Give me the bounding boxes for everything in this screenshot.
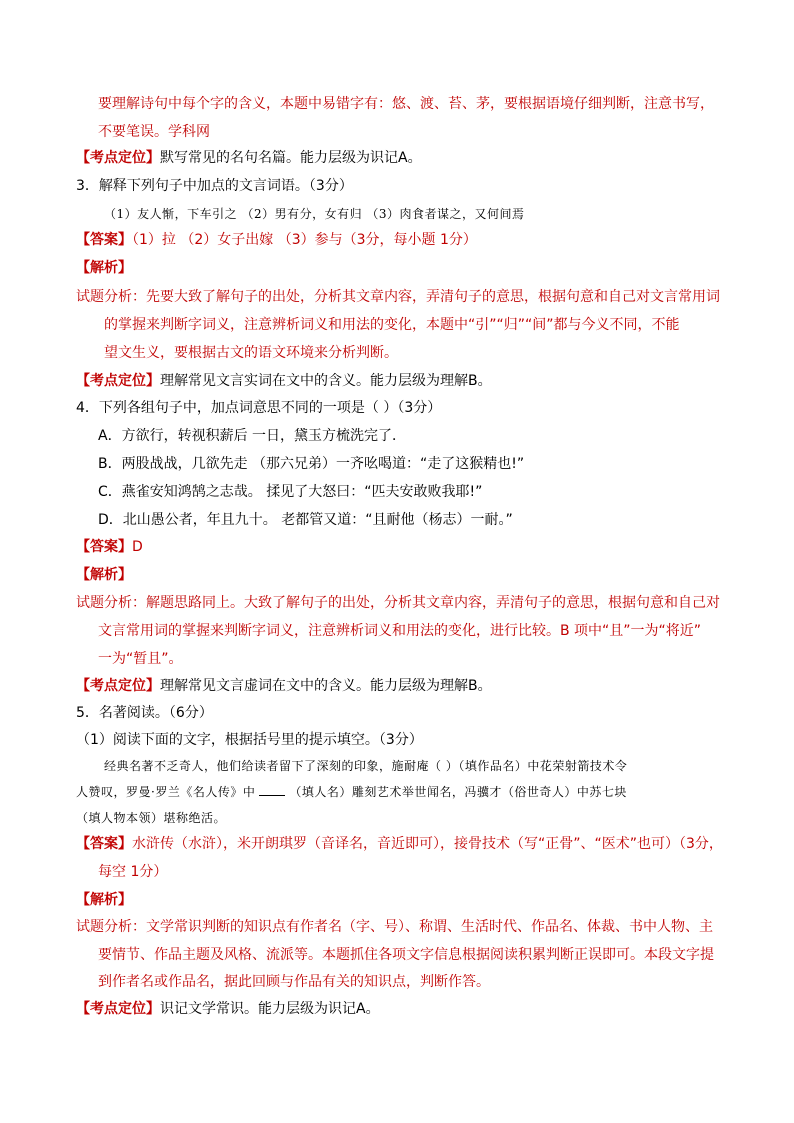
q5-analysis-line-2: 要情节、作品主题及风格、流派等。本题抓住各项文字信息根据阅读积累判断正误即可。本段文字提 — [98, 947, 714, 963]
q3-stem: 3．解释下列句子中加点的文言词语。（3分） — [76, 178, 353, 194]
q5-key-point — [76, 999, 380, 1019]
q3-analysis-tag: 【解析】 — [76, 260, 132, 276]
q5-analysis-line-1: 试题分析：文学常识判断的知识点有作者名（字、号）、称谓、生活时代、作品名、体裁、书中人物、主 — [76, 919, 713, 935]
q4-analysis-line-1: 试题分析：解题思路同上。大致了解句子的出处，分析其文章内容，弄清句子的意思，根据句意和自己对 — [76, 595, 720, 611]
key-point-text: 默写常见的名句名篇。能力层级为识记A。 — [160, 150, 422, 166]
key-point-tag: 【考点定位】 — [76, 373, 160, 389]
q4-option-c: C．燕雀安知鸿鹄之志哉。 揉见了大怒曰：“匹夫安敢败我耶!” — [98, 484, 483, 500]
q5-passage-line-3: （填人物本领）堪称绝活。 — [76, 811, 227, 825]
q5-stem: 5．名著阅读。（6分） — [76, 705, 213, 721]
q4-analysis-tag: 【解析】 — [76, 567, 132, 583]
key-point-tag: 【考点定位】 — [76, 1001, 160, 1017]
key-point-text: 理解常见文言虚词在文中的含义。能力层级为理解B。 — [160, 678, 492, 694]
q4-analysis-line-2: 文言常用词的掌握来判断字词义，注意辨析词义和用法的变化，进行比较。B 项中“且”一为“将近” — [98, 623, 702, 639]
top-note-line-2: 不要笔误。学科网 — [98, 124, 210, 140]
q4-key-point — [76, 676, 492, 696]
key-point-tag: 【考点定位】 — [76, 150, 160, 166]
q5-analysis-line-3: 到作者名或作品名，据此回顾与作品有关的知识点，判断作答。 — [98, 974, 490, 990]
top-note-line-1: 要理解诗句中每个字的含义，本题中易错字有：悠、渡、苔、茅，要根据语境仔细判断，注意书写， — [98, 96, 714, 112]
q5-passage-line-2 — [76, 782, 627, 802]
q4-stem: 4．下列各组句子中，加点词意思不同的一项是（ ）（3分） — [76, 400, 442, 416]
q3-key-point — [76, 371, 492, 391]
q3-answer — [76, 230, 477, 250]
q4-option-b: B．两股战战，几欲先走 （那六兄弟）一齐吆喝道：“走了这猴精也!” — [98, 456, 525, 472]
answer-text: （1）拉 （2）女子出嫁 （3）参与（3分，每小题 1分） — [132, 232, 477, 248]
q4-option-a: A．方欲行，转视积薪后 一日，黛玉方梳洗完了． — [98, 428, 407, 444]
q4-analysis-line-3: 一为“暂且”。 — [98, 651, 183, 667]
q5-answer — [76, 834, 723, 854]
key-point-text: 理解常见文言实词在文中的含义。能力层级为理解B。 — [160, 373, 492, 389]
passage-text: （填人名）雕刻艺术举世闻名，冯骥才（俗世奇人）中苏七块 — [289, 785, 627, 799]
q3-analysis-line-2: 的掌握来判断字词义，注意辨析词义和用法的变化，本题中“引”“归”“间”都与今义不同，不能 — [104, 317, 680, 333]
q3-items: （1）友人惭，下车引之 （2）男有分，女有归 （3）肉食者谋之，又何间焉 — [104, 207, 525, 221]
key-point-tag: 【考点定位】 — [76, 678, 160, 694]
passage-text: 人赞叹，罗曼·罗兰《名人传》中 — [76, 785, 256, 799]
answer-text: 水浒传（水浒），米开朗琪罗（音译名，音近即可），接骨技术（写“正骨”、“医术”也可）（3分， — [132, 836, 723, 852]
answer-tag: 【答案】 — [76, 836, 132, 852]
q3-analysis-line-3: 望文生义，要根据古文的语文环境来分析判断。 — [104, 345, 398, 361]
answer-tag: 【答案】 — [76, 232, 132, 248]
q4-option-d: D．北山愚公者，年且九十。 老都管又道：“且耐他（杨志）一耐。” — [98, 512, 513, 528]
answer-tag: 【答案】 — [76, 539, 132, 555]
answer-text: D — [132, 539, 143, 555]
q5-passage-line-1: 经典名著不乏奇人，他们给读者留下了深刻的印象，施耐庵（ ）（填作品名）中花荣射箭技术令 — [104, 759, 628, 773]
key-point-text: 识记文学常识。能力层级为识记A。 — [160, 1001, 380, 1017]
blank-underline — [259, 783, 285, 796]
q5-answer-line-2: 每空 1分） — [98, 864, 168, 880]
key-point-1 — [76, 148, 422, 168]
q3-analysis-line-1: 试题分析：先要大致了解句子的出处，分析其文章内容，弄清句子的意思，根据句意和自己对文言常用词 — [76, 289, 720, 305]
q5-analysis-tag: 【解析】 — [76, 892, 132, 908]
q4-answer — [76, 537, 143, 557]
q5-sub-question: （1）阅读下面的文字，根据括号里的提示填空。（3分） — [76, 732, 423, 748]
